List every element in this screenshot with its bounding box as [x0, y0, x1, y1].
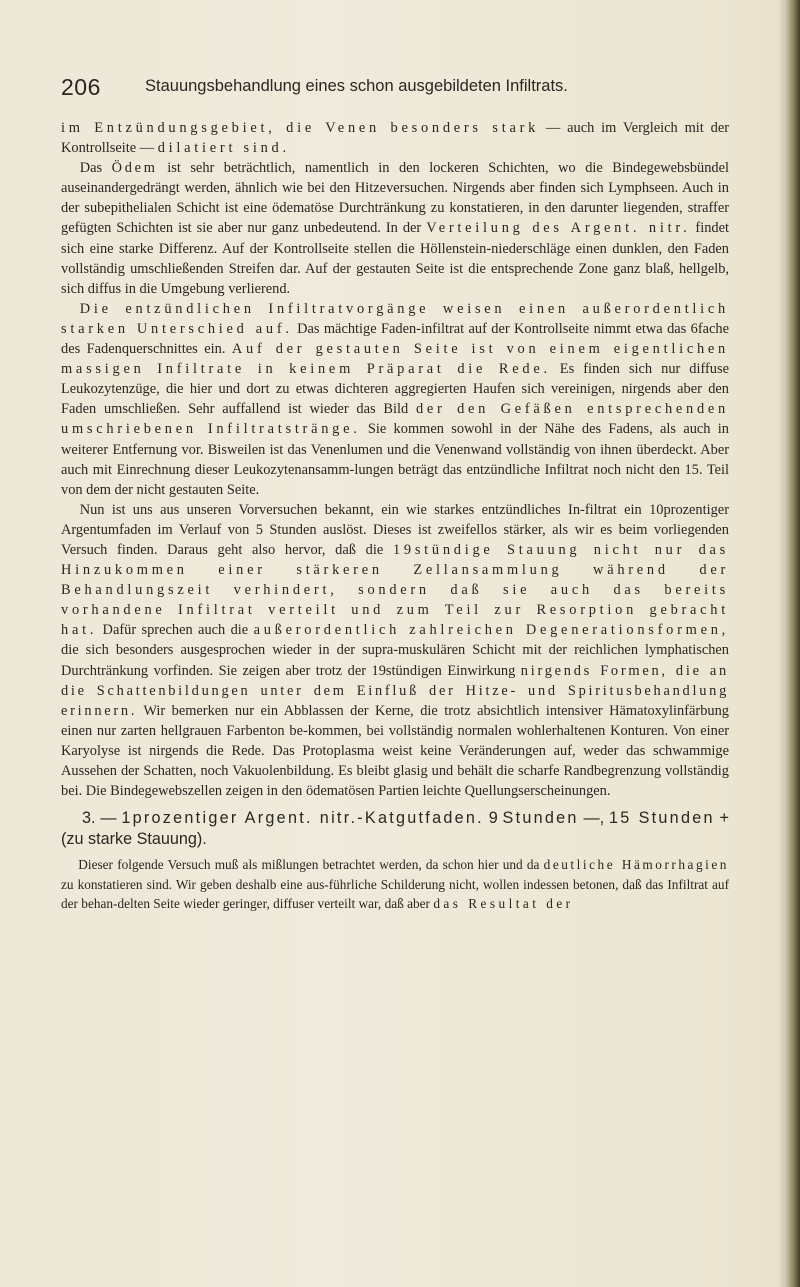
text-run: 9: [483, 809, 503, 828]
text-run: + (zu starke Stauung).: [61, 809, 730, 849]
text-run: Dieser folgende Versuch muß als mißlungen betrachtet werden, da schon hier und da: [78, 857, 544, 873]
text-run: Nun ist uns aus unseren Vorversuchen bekannt, ein wie starkes entzündliches In-filtrat ein 10prozentiger Argentumfaden im Verlauf von 5 Stunden auslöst. Dieses ist zweifellos stärker, als wir es beim vorliegenden Versuch finden. Daraus geht also hervor, daß die: [61, 501, 729, 558]
spaced-text: 1prozentiger Argent. nitr.-Katgutfaden.: [121, 809, 484, 828]
running-title: Stauungsbehandlung eines schon ausgebildeten Infiltrats.: [145, 77, 568, 95]
paragraph: [61, 118, 729, 158]
spaced-text: außerordentlich zahlreichen Degenerationsformen,: [253, 622, 729, 639]
spaced-text: nirgends Formen, die an die Schattenbildungen unter dem Einfluß der Hitze- und Spiritusbehandlung erinnern.: [61, 662, 729, 719]
text-run: Dafür sprechen auch die: [97, 622, 254, 639]
text-run: Wir bemerken nur ein Abblassen der Kerne, die trotz absichtlich intensiver Hämatoxylinfärbung einen nur zarten hellgrauen Farbenton be-kommen, bei vollständig normalen wohlerhaltenen Konturen. Von einer Karyolyse ist nirgends die Rede. Das Protoplasma weist keine Veränderungen auf, weder das schwammige Aussehen der Schatten, noch Vakuolenbildung. Es bleibt glasig und behält die scharfe Randbegrenzung vollständig bei. Die Bindegewebszellen zeigen in den ödematösen Partien leichte Quellungserscheinungen.: [61, 702, 729, 800]
book-spine-edge: [778, 0, 800, 1287]
text-run: — auch im Vergleich mit der Kontrollseite —: [61, 120, 729, 157]
text-run: ist sehr beträchtlich, namentlich in den lockeren Schichten, wo die Bindegewebsbündel auseinandergedrängt werden, ähnlich wie bei den Hitzeversuchen. Nirgends aber finden sich Lymphseen. Auch in der subepithelialen Schicht ist eine ödematöse Durchtränkung zu konstatieren, in den darunter liegenden, straffer gefügten Schichten ist sie aber nur ganz unbedeutend. In der: [61, 160, 729, 237]
section-heading: [61, 808, 729, 850]
spaced-text: deutliche Hämorrhagien: [543, 857, 729, 873]
text-run: Das mächtige Faden-infiltrat auf der Kontrollseite nimmt etwa das 6fache des Fadenquerschnittes ein.: [61, 320, 730, 358]
spaced-text: 19stündige Stauung nicht nur das Hinzukommen einer stärkeren Zellansammlung während der Behandlungszeit verhindert, sondern daß sie auch das bereits vorhandene Infiltrat verteilt und zum Teil zur Resorption gebracht hat.: [61, 541, 729, 639]
spaced-text: Ödem: [111, 160, 158, 177]
spaced-text: 15 Stunden: [608, 809, 715, 828]
paragraph: [61, 500, 729, 801]
paragraph: [61, 158, 729, 299]
text-run: Das: [79, 160, 112, 177]
text-run: —,: [578, 809, 609, 828]
spaced-text: der den Gefäßen entsprechenden umschriebenen Infiltratstränge.: [61, 401, 729, 438]
spaced-text: das Resultat der: [433, 896, 574, 912]
spaced-text: Verteilung des Argent. nitr.: [426, 220, 691, 237]
text-run: die sich besonders ausgesprochen wieder in der supra-muskulären Schicht mit der reichlichen lymphatischen Durchtränkung vorfinden. Sie zeigen aber trotz der 19stündigen Einwirkung: [61, 642, 729, 679]
spaced-text: dilatiert sind.: [157, 140, 290, 157]
spaced-text: Stunden: [502, 809, 579, 828]
text-run: Es finden sich nur diffuse Leukozytenzüge, die hier und dort zu etwas dichteren aggregierten Haufen sich vereinigen, nirgends aber den Faden umschließen. Sehr auffallend ist wieder das Bild: [61, 361, 729, 418]
page-number: 206: [61, 74, 101, 100]
spaced-text: Die entzündlichen Infiltratvorgänge weisen einen außerordentlich starken Unterschied auf.: [61, 300, 729, 337]
spaced-text: im Entzündungsgebiet, die Venen besonders stark: [61, 120, 540, 136]
spaced-text: Auf der gestauten Seite ist von einem eigentlichen massigen Infiltrate in keinem Präparat die Rede.: [61, 341, 729, 378]
body-text: [61, 118, 729, 914]
text-run: zu konstatieren sind. Wir geben deshalb eine aus-führliche Schilderung nicht, wollen indessen betonen, daß das Infiltrat auf der behan-delten Seite wieder geringer, diffuser verteilt war, daß aber: [61, 876, 729, 912]
paragraph: [61, 299, 729, 500]
text-run: Sie kommen sowohl in der Nähe des Fadens, als auch in weiterer Entfernung vor. Bisweilen ist das Venenlumen und die Venenwand vollständig von ihnen überdeckt. Aber auch mit Einrechnung dieser Leukozytenansamm-lungen beträgt das entzündliche Infiltrat noch nicht den 15. Teil von dem der nicht gestauten Seite.: [61, 421, 729, 498]
page-header: [61, 72, 701, 102]
section-number: 3. —: [82, 809, 122, 828]
paragraph: [61, 855, 729, 914]
text-run: findet sich eine starke Differenz. Auf der Kontrollseite stellen die Höllenstein-niederschläge einen dunklen, den Faden vollständig umschließenden Streifen dar. Auf der gestauten Seite ist die entsprechende Zone ganz blaß, hellgelb, sich diffus in die Umgebung verlierend.: [61, 220, 729, 297]
